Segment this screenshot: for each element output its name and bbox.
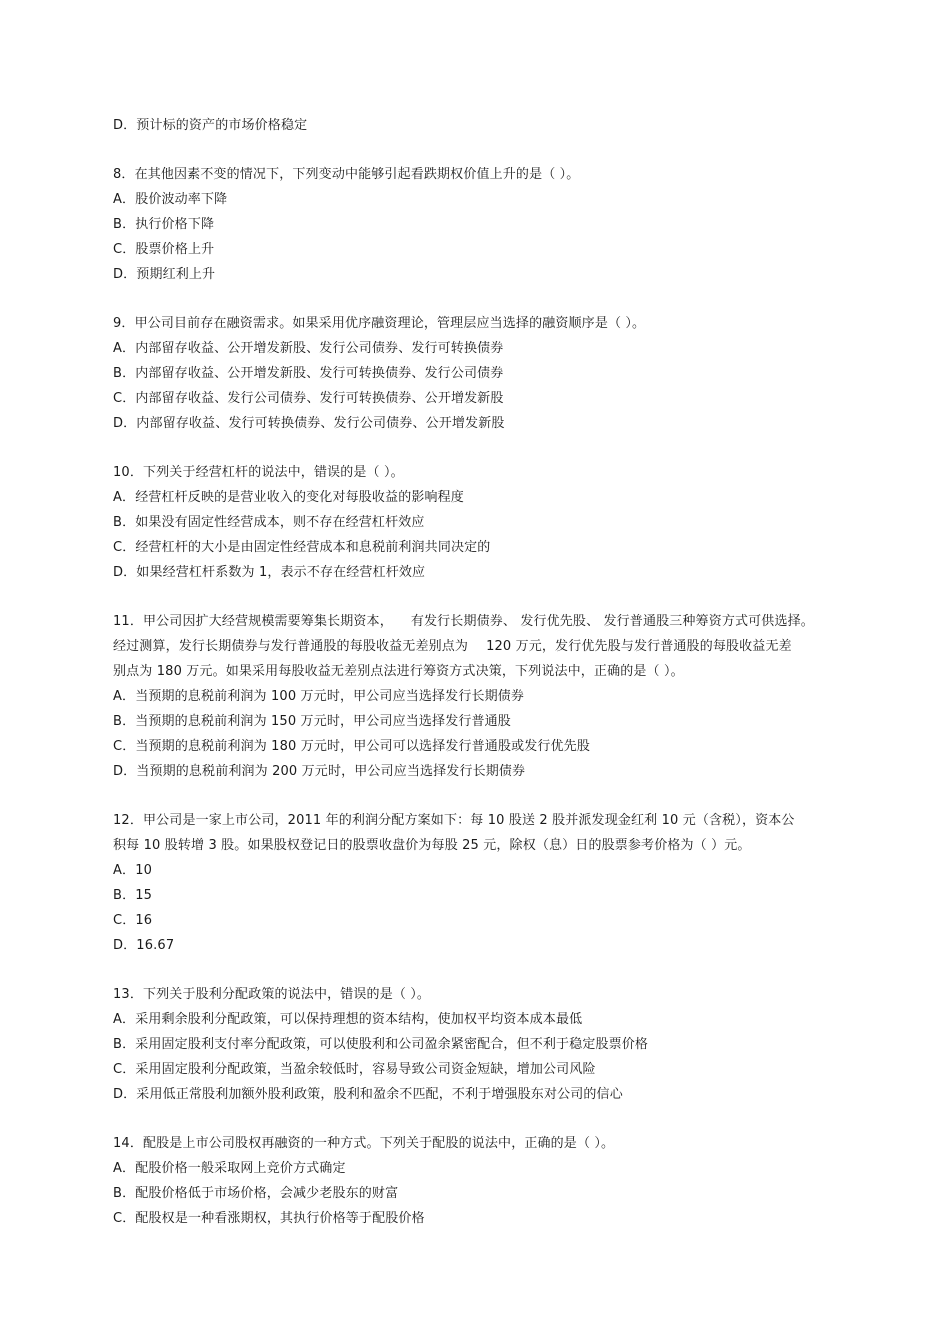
- question-8-stem: 8．在其他因素不变的情况下，下列变动中能够引起看跌期权价值上升的是（ ）。: [113, 167, 580, 182]
- question-13-option-c: C．采用固定股利分配政策，当盈余较低时，容易导致公司资金短缺，增加公司风险: [113, 1062, 596, 1077]
- spacer: [113, 958, 843, 982]
- question-11-stem-part: 120 万元，发行优先股与发行普通股的每股收益无差: [486, 639, 792, 654]
- question-14-option-a: A．配股价格一般采取网上竞价方式确定: [113, 1161, 346, 1176]
- spacer: [113, 287, 843, 311]
- question-9-option-a: A．内部留存收益、公开增发新股、发行公司债券、发行可转换债券: [113, 341, 504, 356]
- question-11-stem-part: 有发行长期债券、 发行优先股、 发行普通股三种筹资方式可供选择。: [410, 614, 814, 629]
- question-11-stem-part: 经过测算，发行长期债券与发行普通股的每股收益无差别点为: [113, 639, 469, 654]
- question-11-stem-part: 11．甲公司因扩大经营规模需要筹集长期资本，: [113, 614, 393, 629]
- question-14-option-c: C．配股权是一种看涨期权，其执行价格等于配股价格: [113, 1211, 425, 1226]
- question-8-option-b: B．执行价格下降: [113, 217, 215, 232]
- question-11-option-a: A．当预期的息税前利润为 100 万元时，甲公司应当选择发行长期债券: [113, 689, 525, 704]
- question-12-option-b: B．15: [113, 888, 153, 903]
- question-11-stem-line-3: 别点为 180 万元。如果采用每股收益无差别点法进行筹资方式决策，下列说法中，正确的是（ ）。: [113, 664, 684, 679]
- question-9-stem: 9．甲公司目前存在融资需求。如果采用优序融资理论，管理层应当选择的融资顺序是（ ）。: [113, 316, 646, 331]
- question-9-option-c: C．内部留存收益、发行公司债券、发行可转换债券、公开增发新股: [113, 391, 504, 406]
- question-9-option-b: B．内部留存收益、公开增发新股、发行可转换债券、发行公司债券: [113, 366, 504, 381]
- question-13-stem: 13．下列关于股利分配政策的说法中，错误的是（ ）。: [113, 987, 431, 1002]
- question-13-option-a: A．采用剩余股利分配政策，可以保持理想的资本结构，使加权平均资本成本最低: [113, 1012, 583, 1027]
- question-8-option-c: C．股票价格上升: [113, 242, 215, 257]
- question-10-option-a: A．经营杠杆反映的是营业收入的变化对每股收益的影响程度: [113, 490, 464, 505]
- question-12-option-d: D．16.67: [113, 938, 175, 953]
- question-12-option-a: A．10: [113, 863, 153, 878]
- question-11-stem-line-1: [113, 609, 843, 634]
- question-10-option-c: C．经营杠杆的大小是由固定性经营成本和息税前利润共同决定的: [113, 540, 491, 555]
- question-12-stem-line-1: 12．甲公司是一家上市公司，2011 年的利润分配方案如下：每 10 股送 2 股并派发现金红利 10 元（含税），资本公: [113, 813, 795, 828]
- spacer: [113, 138, 843, 162]
- question-8-option-a: A．股价波动率下降: [113, 192, 228, 207]
- question-10-option-b: B．如果没有固定性经营成本，则不存在经营杠杆效应: [113, 515, 425, 530]
- question-11-option-c: C．当预期的息税前利润为 180 万元时，甲公司可以选择发行普通股或发行优先股: [113, 739, 591, 754]
- option-text: D．预计标的资产的市场价格稳定: [113, 118, 308, 133]
- question-13-option-b: B．采用固定股利支付率分配政策，可以使股利和公司盈余紧密配合，但不利于稳定股票价格: [113, 1037, 649, 1052]
- spacer: [113, 784, 843, 808]
- question-list: [113, 113, 843, 1231]
- question-11-option-d: D．当预期的息税前利润为 200 万元时，甲公司应当选择发行长期债券: [113, 764, 526, 779]
- question-11-stem-line-2: [113, 634, 843, 659]
- question-11-option-b: B．当预期的息税前利润为 150 万元时，甲公司应当选择发行普通股: [113, 714, 511, 729]
- question-9-option-d: D．内部留存收益、发行可转换债券、发行公司债券、公开增发新股: [113, 416, 505, 431]
- question-12-option-c: C．16: [113, 913, 153, 928]
- question-8-option-d: D．预期红利上升: [113, 267, 216, 282]
- spacer: [113, 585, 843, 609]
- question-14-stem: 14．配股是上市公司股权再融资的一种方式。下列关于配股的说法中，正确的是（ ）。: [113, 1136, 615, 1151]
- question-13-option-d: D．采用低正常股利加额外股利政策，股利和盈余不匹配，不利于增强股东对公司的信心: [113, 1087, 623, 1102]
- question-10-option-d: D．如果经营杠杆系数为 1，表示不存在经营杠杆效应: [113, 565, 426, 580]
- question-12-stem-line-2: 积每 10 股转增 3 股。如果股权登记日的股票收盘价为每股 25 元，除权（息）日的股票参考价格为（ ）元。: [113, 838, 751, 853]
- spacer: [113, 1107, 843, 1131]
- question-10-stem: 10．下列关于经营杠杆的说法中，错误的是（ ）。: [113, 465, 404, 480]
- question-14-option-b: B．配股价格低于市场价格，会减少老股东的财富: [113, 1186, 399, 1201]
- spacer: [113, 436, 843, 460]
